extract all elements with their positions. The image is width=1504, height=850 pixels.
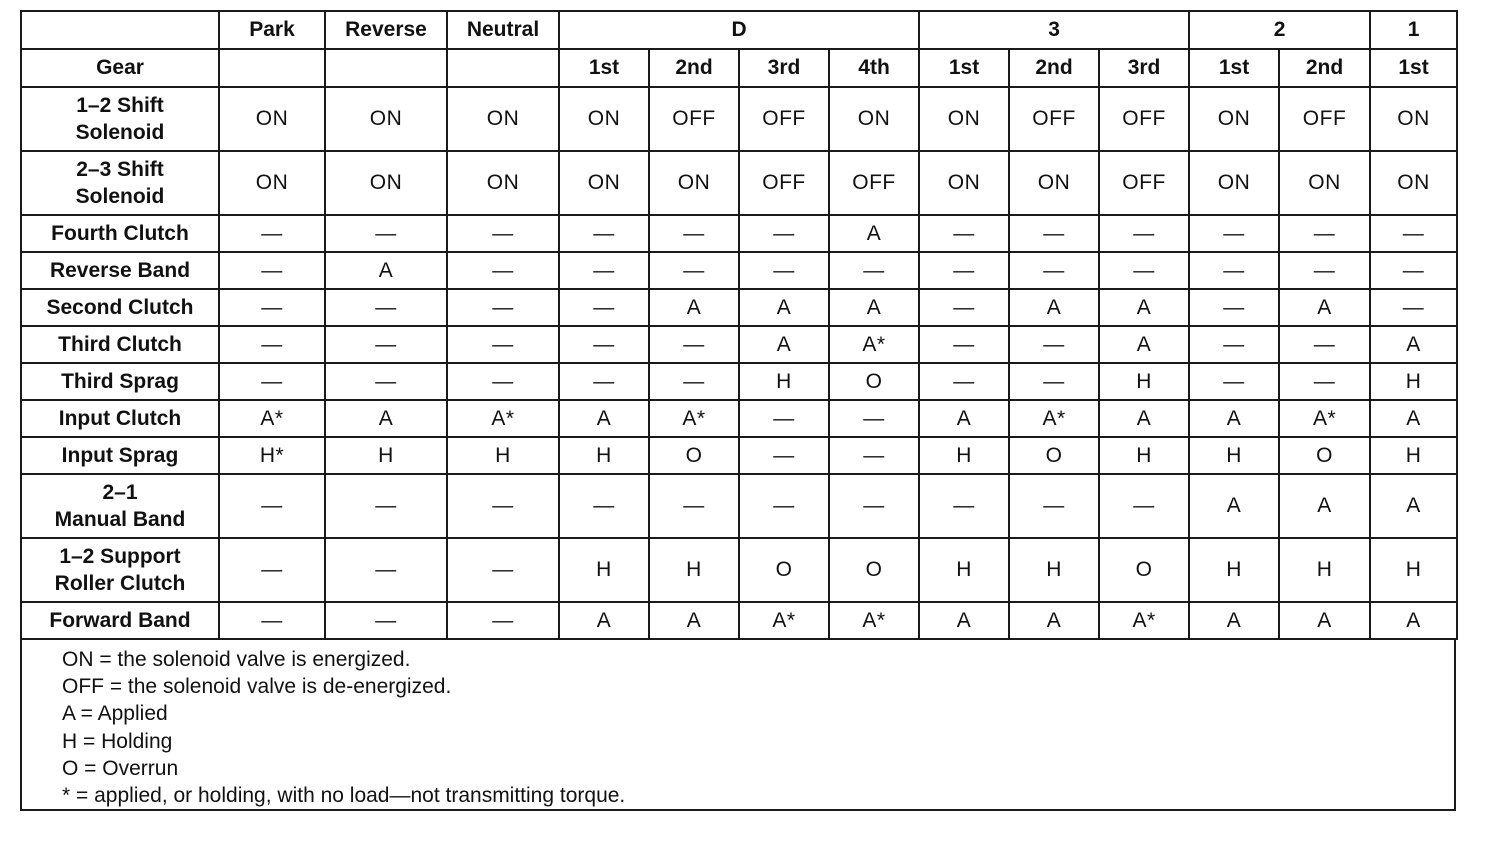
state-cell: A* bbox=[1279, 400, 1370, 437]
state-cell: A bbox=[1370, 602, 1457, 639]
legend-line: H = Holding bbox=[62, 729, 173, 753]
range-header: 1 bbox=[1370, 11, 1457, 49]
component-row bbox=[21, 289, 1457, 326]
state-cell: — bbox=[649, 215, 739, 252]
component-label: 1–2 Support Roller Clutch bbox=[21, 538, 219, 602]
state-cell: — bbox=[1189, 363, 1279, 400]
state-cell: — bbox=[649, 326, 739, 363]
state-cell: OFF bbox=[739, 151, 829, 215]
state-cell: — bbox=[1279, 252, 1370, 289]
component-row bbox=[21, 474, 1457, 538]
state-cell: A bbox=[1189, 400, 1279, 437]
state-cell: — bbox=[219, 326, 325, 363]
state-cell: H bbox=[1370, 363, 1457, 400]
state-cell: — bbox=[1370, 289, 1457, 326]
component-label: Input Sprag bbox=[21, 437, 219, 474]
state-cell: A bbox=[739, 326, 829, 363]
state-cell: A bbox=[649, 602, 739, 639]
gear-column-header: 3rd bbox=[739, 49, 829, 87]
state-cell: H* bbox=[219, 437, 325, 474]
legend-line: OFF = the solenoid valve is de-energized. bbox=[62, 675, 452, 699]
state-cell: A bbox=[829, 289, 919, 326]
component-label: 1–2 Shift Solenoid bbox=[21, 87, 219, 151]
state-cell: A bbox=[1279, 602, 1370, 639]
state-cell: O bbox=[829, 363, 919, 400]
state-cell: A bbox=[1370, 474, 1457, 538]
state-cell: — bbox=[219, 252, 325, 289]
state-cell: — bbox=[219, 602, 325, 639]
state-cell: O bbox=[739, 538, 829, 602]
component-row bbox=[21, 252, 1457, 289]
gear-column-header: 1st bbox=[919, 49, 1009, 87]
state-cell: — bbox=[739, 400, 829, 437]
state-cell: A* bbox=[447, 400, 559, 437]
state-cell: — bbox=[829, 474, 919, 538]
legend-line: ON = the solenoid valve is energized. bbox=[62, 648, 411, 671]
state-cell: — bbox=[325, 538, 447, 602]
state-cell: ON bbox=[219, 87, 325, 151]
state-cell: H bbox=[1009, 538, 1099, 602]
state-cell: O bbox=[1009, 437, 1099, 474]
state-cell: A bbox=[739, 289, 829, 326]
component-label: Third Clutch bbox=[21, 326, 219, 363]
state-cell: — bbox=[1189, 252, 1279, 289]
state-cell: — bbox=[1189, 215, 1279, 252]
state-cell: — bbox=[325, 326, 447, 363]
state-cell: O bbox=[829, 538, 919, 602]
state-cell: H bbox=[1099, 437, 1189, 474]
state-cell: — bbox=[1009, 252, 1099, 289]
state-cell: A bbox=[1370, 400, 1457, 437]
state-cell: H bbox=[1370, 538, 1457, 602]
state-cell: — bbox=[559, 289, 649, 326]
state-cell: — bbox=[219, 215, 325, 252]
state-cell: H bbox=[919, 437, 1009, 474]
state-cell: — bbox=[1370, 252, 1457, 289]
gear-header-row bbox=[21, 49, 1457, 87]
state-cell: — bbox=[1279, 326, 1370, 363]
state-cell: OFF bbox=[649, 87, 739, 151]
state-cell: OFF bbox=[1099, 87, 1189, 151]
state-cell: — bbox=[919, 289, 1009, 326]
state-cell: H bbox=[649, 538, 739, 602]
state-cell: — bbox=[219, 289, 325, 326]
state-cell: ON bbox=[649, 151, 739, 215]
state-cell: A bbox=[559, 602, 649, 639]
state-cell: H bbox=[1279, 538, 1370, 602]
state-cell: O bbox=[1279, 437, 1370, 474]
state-cell: — bbox=[559, 215, 649, 252]
state-cell: — bbox=[325, 602, 447, 639]
state-cell: A bbox=[919, 602, 1009, 639]
state-cell: — bbox=[447, 363, 559, 400]
state-cell: A bbox=[1279, 474, 1370, 538]
state-cell: A bbox=[1009, 289, 1099, 326]
state-cell: H bbox=[447, 437, 559, 474]
state-cell: ON bbox=[219, 151, 325, 215]
component-label: Forward Band bbox=[21, 602, 219, 639]
component-row bbox=[21, 400, 1457, 437]
state-cell: ON bbox=[1189, 151, 1279, 215]
range-header: Neutral bbox=[447, 11, 559, 49]
state-cell: — bbox=[447, 215, 559, 252]
state-cell: H bbox=[1370, 437, 1457, 474]
state-cell: — bbox=[219, 538, 325, 602]
shift-chart bbox=[20, 10, 1456, 811]
corner-cell bbox=[21, 11, 219, 49]
gear-column-header: 3rd bbox=[1099, 49, 1189, 87]
gear-label: Gear bbox=[21, 49, 219, 87]
state-cell: A bbox=[649, 289, 739, 326]
state-cell: ON bbox=[919, 87, 1009, 151]
component-row bbox=[21, 87, 1457, 151]
state-cell: — bbox=[447, 474, 559, 538]
state-cell: — bbox=[325, 474, 447, 538]
state-cell: — bbox=[1009, 326, 1099, 363]
state-cell: — bbox=[325, 215, 447, 252]
state-cell: A* bbox=[829, 326, 919, 363]
state-cell: — bbox=[559, 363, 649, 400]
component-row bbox=[21, 326, 1457, 363]
state-cell: — bbox=[1099, 252, 1189, 289]
gear-column-header bbox=[325, 49, 447, 87]
state-cell: H bbox=[919, 538, 1009, 602]
legend-line: A = Applied bbox=[62, 702, 168, 726]
component-row bbox=[21, 538, 1457, 602]
state-cell: — bbox=[447, 326, 559, 363]
state-cell: — bbox=[447, 289, 559, 326]
state-cell: A bbox=[919, 400, 1009, 437]
state-cell: A* bbox=[649, 400, 739, 437]
state-cell: — bbox=[325, 363, 447, 400]
state-cell: — bbox=[1009, 363, 1099, 400]
state-cell: A bbox=[1279, 289, 1370, 326]
state-cell: — bbox=[739, 252, 829, 289]
state-cell: A bbox=[1099, 326, 1189, 363]
state-cell: O bbox=[1099, 538, 1189, 602]
state-cell: — bbox=[829, 252, 919, 289]
state-cell: ON bbox=[919, 151, 1009, 215]
state-cell: H bbox=[1189, 538, 1279, 602]
state-cell: — bbox=[559, 474, 649, 538]
state-cell: ON bbox=[1189, 87, 1279, 151]
state-cell: — bbox=[1099, 474, 1189, 538]
state-cell: ON bbox=[1370, 151, 1457, 215]
state-cell: — bbox=[919, 363, 1009, 400]
state-cell: — bbox=[1279, 215, 1370, 252]
state-cell: A* bbox=[1009, 400, 1099, 437]
gear-column-header: 2nd bbox=[1009, 49, 1099, 87]
state-cell: — bbox=[559, 326, 649, 363]
state-cell: — bbox=[739, 215, 829, 252]
legend-line: O = Overrun bbox=[62, 756, 179, 780]
state-cell: A bbox=[1009, 602, 1099, 639]
state-cell: — bbox=[559, 252, 649, 289]
state-cell: ON bbox=[829, 87, 919, 151]
state-cell: H bbox=[1099, 363, 1189, 400]
state-cell: — bbox=[1370, 215, 1457, 252]
state-cell: ON bbox=[325, 87, 447, 151]
component-label: Second Clutch bbox=[21, 289, 219, 326]
state-cell: — bbox=[1189, 326, 1279, 363]
state-cell: OFF bbox=[1279, 87, 1370, 151]
state-cell: — bbox=[829, 400, 919, 437]
component-label: 2–3 Shift Solenoid bbox=[21, 151, 219, 215]
state-cell: A bbox=[325, 252, 447, 289]
state-cell: H bbox=[559, 538, 649, 602]
state-cell: A* bbox=[1099, 602, 1189, 639]
gear-column-header bbox=[447, 49, 559, 87]
gear-column-header: 1st bbox=[1189, 49, 1279, 87]
state-cell: A bbox=[1099, 400, 1189, 437]
legend-line: * = applied, or holding, with no load—not transmitting torque. bbox=[62, 784, 626, 808]
state-cell: — bbox=[739, 437, 829, 474]
legend bbox=[20, 640, 1456, 811]
state-cell: OFF bbox=[739, 87, 829, 151]
state-cell: — bbox=[919, 326, 1009, 363]
state-cell: A bbox=[1189, 474, 1279, 538]
state-cell: A bbox=[559, 400, 649, 437]
state-cell: ON bbox=[1370, 87, 1457, 151]
component-label: Reverse Band bbox=[21, 252, 219, 289]
gear-column-header: 2nd bbox=[1279, 49, 1370, 87]
range-header: 3 bbox=[919, 11, 1189, 49]
state-cell: ON bbox=[559, 87, 649, 151]
state-cell: — bbox=[649, 252, 739, 289]
component-row bbox=[21, 602, 1457, 639]
state-cell: OFF bbox=[829, 151, 919, 215]
gear-column-header: 4th bbox=[829, 49, 919, 87]
state-cell: — bbox=[919, 252, 1009, 289]
state-cell: — bbox=[919, 215, 1009, 252]
state-cell: A* bbox=[219, 400, 325, 437]
component-label: Input Clutch bbox=[21, 400, 219, 437]
range-header-row bbox=[21, 11, 1457, 49]
state-cell: H bbox=[1189, 437, 1279, 474]
state-cell: A* bbox=[829, 602, 919, 639]
state-cell: ON bbox=[325, 151, 447, 215]
state-cell: H bbox=[739, 363, 829, 400]
state-cell: — bbox=[1279, 363, 1370, 400]
state-cell: A bbox=[829, 215, 919, 252]
component-row bbox=[21, 215, 1457, 252]
gear-column-header: 1st bbox=[559, 49, 649, 87]
state-cell: — bbox=[919, 474, 1009, 538]
state-cell: H bbox=[325, 437, 447, 474]
state-cell: A bbox=[325, 400, 447, 437]
state-cell: O bbox=[649, 437, 739, 474]
state-cell: OFF bbox=[1009, 87, 1099, 151]
component-rows bbox=[21, 87, 1457, 639]
state-cell: — bbox=[649, 474, 739, 538]
gear-column-header: 2nd bbox=[649, 49, 739, 87]
range-header: 2 bbox=[1189, 11, 1370, 49]
state-cell: A bbox=[1189, 602, 1279, 639]
state-cell: — bbox=[447, 538, 559, 602]
range-header: D bbox=[559, 11, 919, 49]
component-row bbox=[21, 437, 1457, 474]
state-cell: — bbox=[325, 289, 447, 326]
state-cell: ON bbox=[447, 87, 559, 151]
state-cell: A bbox=[1370, 326, 1457, 363]
state-cell: — bbox=[739, 474, 829, 538]
state-cell: H bbox=[559, 437, 649, 474]
state-cell: ON bbox=[1279, 151, 1370, 215]
gear-column-header bbox=[219, 49, 325, 87]
state-cell: — bbox=[1009, 215, 1099, 252]
state-cell: ON bbox=[559, 151, 649, 215]
state-cell: — bbox=[649, 363, 739, 400]
gear-column-header: 1st bbox=[1370, 49, 1457, 87]
state-cell: OFF bbox=[1099, 151, 1189, 215]
state-cell: — bbox=[219, 363, 325, 400]
component-label: Third Sprag bbox=[21, 363, 219, 400]
state-cell: — bbox=[219, 474, 325, 538]
component-row bbox=[21, 151, 1457, 215]
range-header: Reverse bbox=[325, 11, 447, 49]
component-row bbox=[21, 363, 1457, 400]
component-label: 2–1 Manual Band bbox=[21, 474, 219, 538]
component-label: Fourth Clutch bbox=[21, 215, 219, 252]
state-cell: ON bbox=[1009, 151, 1099, 215]
state-cell: A bbox=[1099, 289, 1189, 326]
state-cell: — bbox=[447, 252, 559, 289]
state-cell: ON bbox=[447, 151, 559, 215]
transmission-chart-table bbox=[20, 10, 1458, 640]
state-cell: — bbox=[829, 437, 919, 474]
state-cell: — bbox=[1099, 215, 1189, 252]
state-cell: — bbox=[1189, 289, 1279, 326]
range-header: Park bbox=[219, 11, 325, 49]
state-cell: A* bbox=[739, 602, 829, 639]
state-cell: — bbox=[447, 602, 559, 639]
state-cell: — bbox=[1009, 474, 1099, 538]
